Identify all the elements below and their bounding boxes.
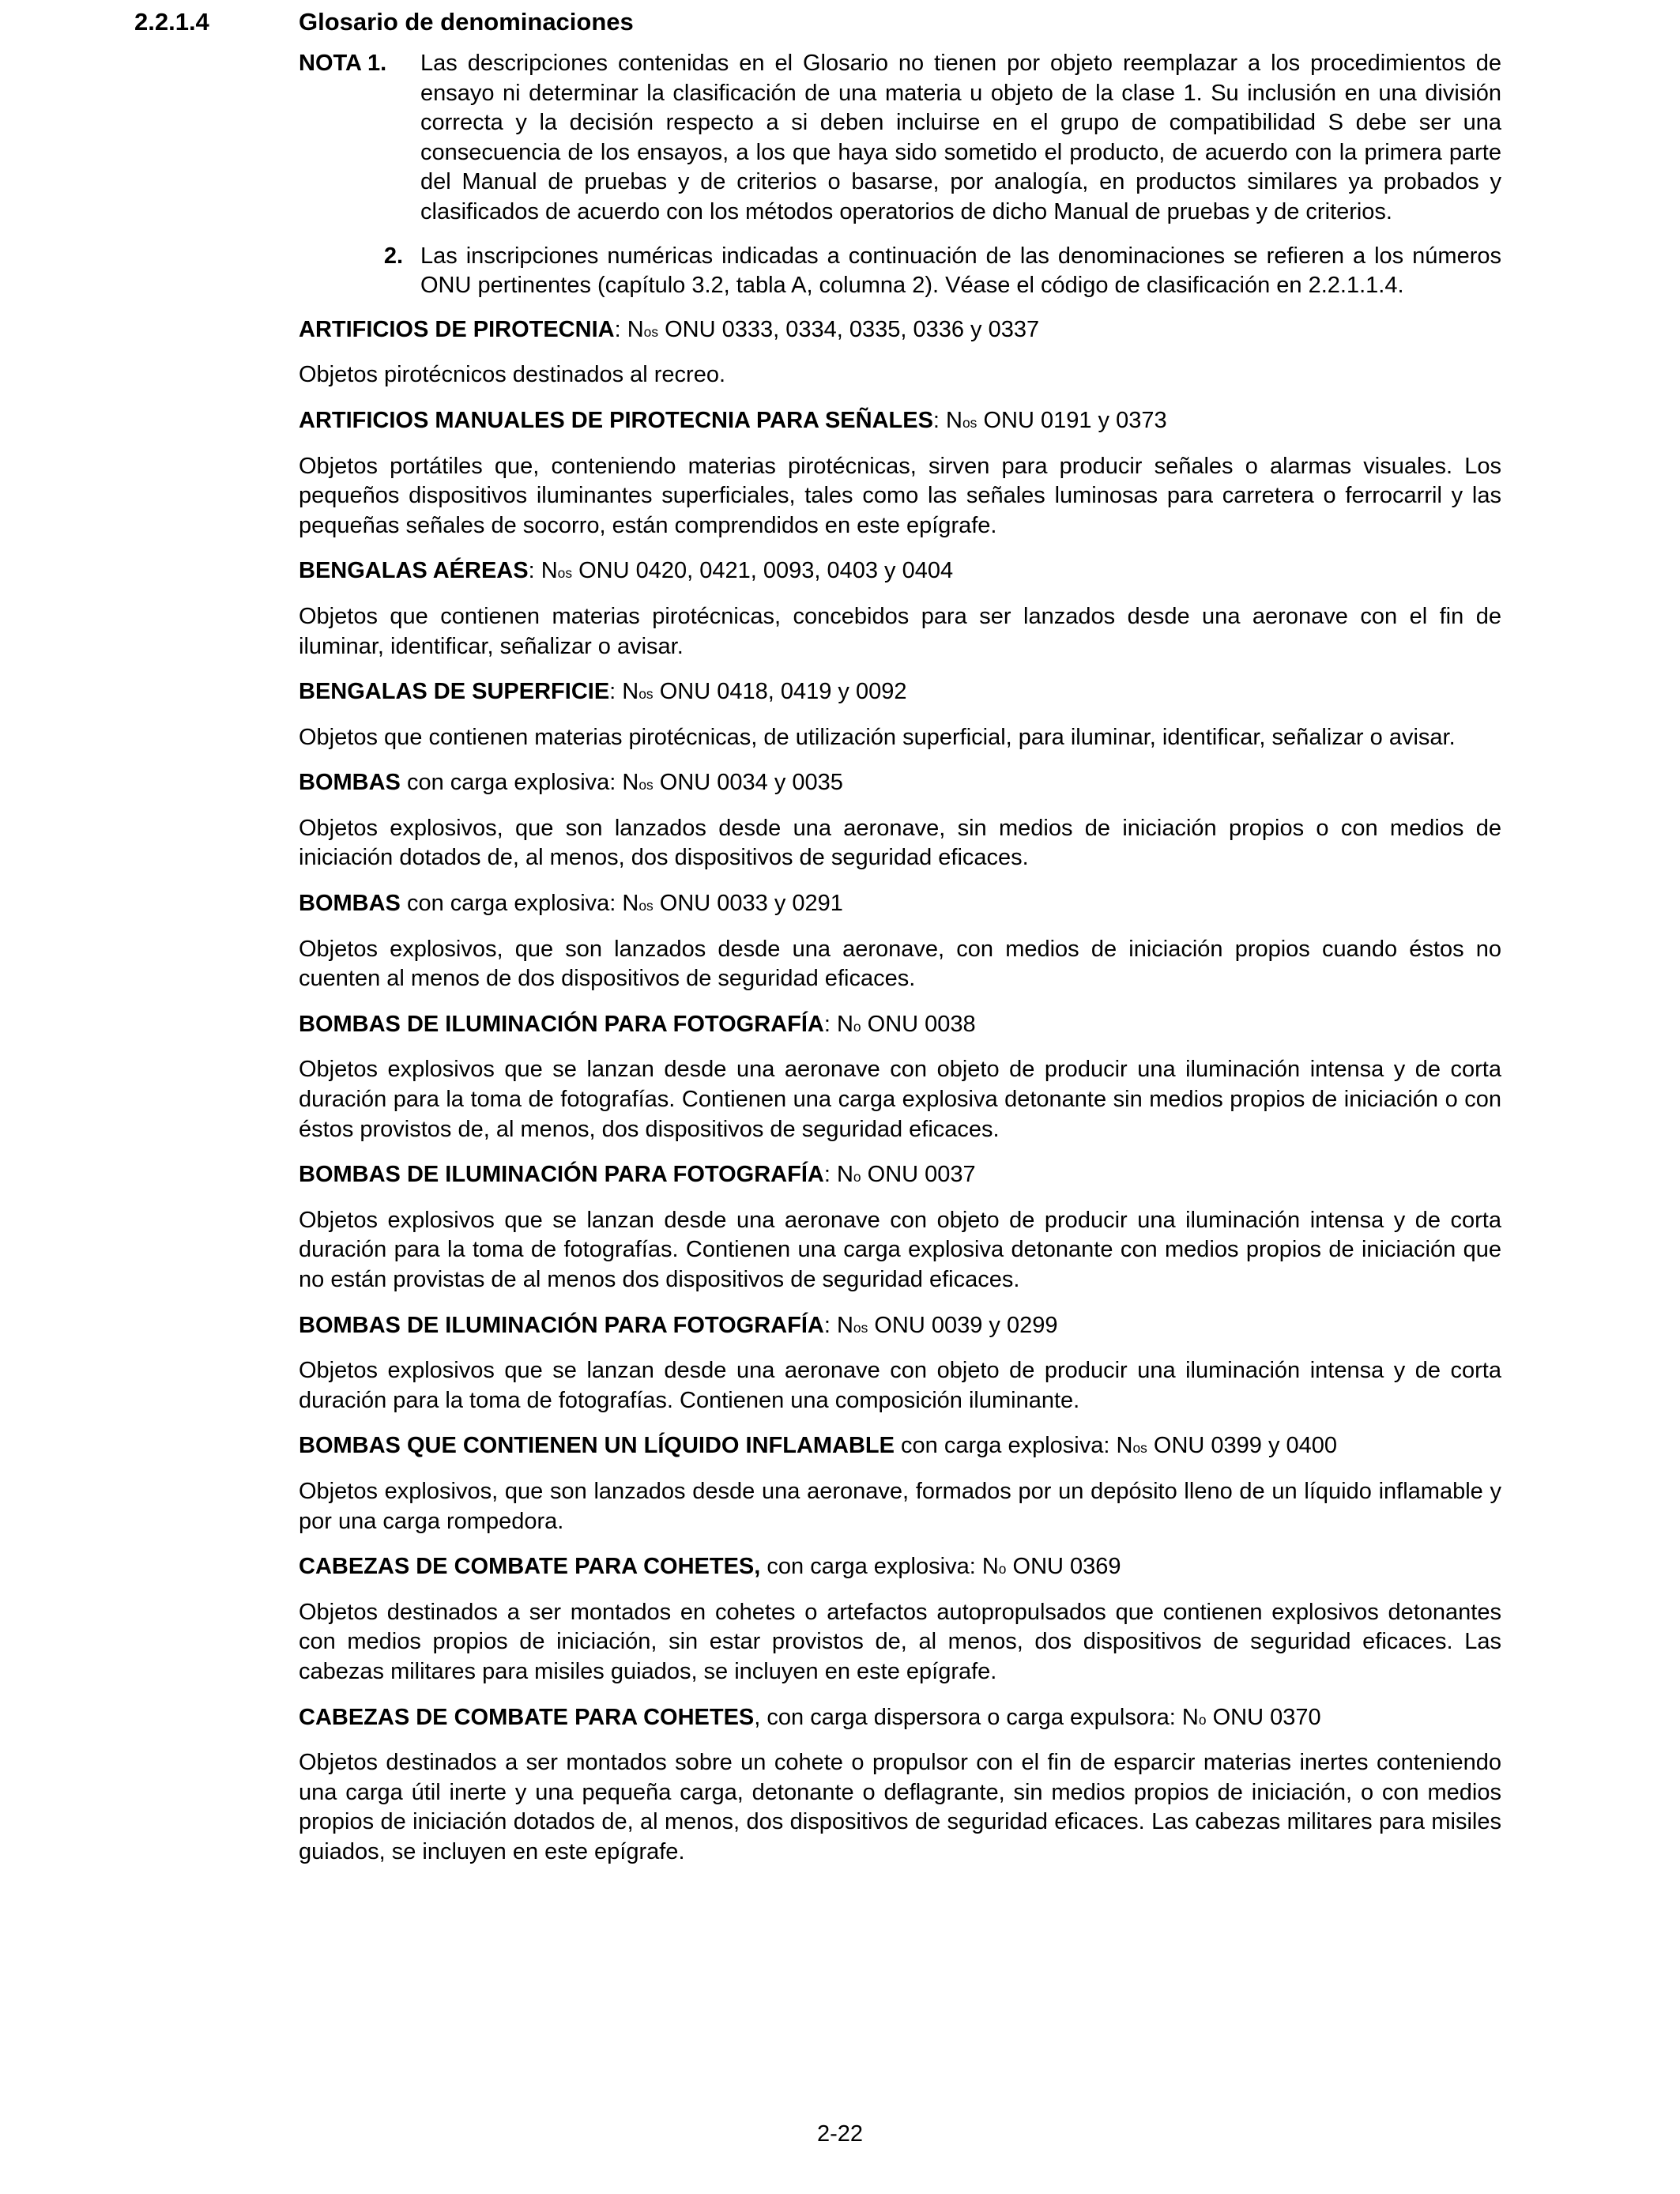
un-number-prefix: N: [622, 891, 639, 917]
un-numbers: ONU 0037: [867, 1162, 976, 1188]
un-space: [1006, 1554, 1012, 1579]
entry-description: Objetos portátiles que, conteniendo materias pirotécnicas, sirven para producir señales o alarmas visuales. Los pequeños dispositivos iluminantes superficiales, tales como las señales luminosas para carretera o ferrocarril y las pequeñas señales de socorro, están comprendidos en este epígrafe.: [299, 453, 1501, 538]
entry-qualifier: con carga explosiva: [895, 1433, 1104, 1459]
un-number-prefix: N: [622, 679, 639, 705]
un-numbers: ONU 0039 y 0299: [874, 1312, 1058, 1338]
entry-colon: :: [614, 316, 627, 342]
un-number-superscript: os: [638, 777, 654, 794]
un-numbers: ONU 0399 y 0400: [1153, 1433, 1338, 1459]
entry-title: ARTIFICIOS DE PIROTECNIA: [299, 316, 615, 342]
entry-colon: :: [823, 1162, 837, 1188]
un-space: [1147, 1433, 1154, 1458]
un-number-prefix: N: [622, 770, 639, 796]
entry-description: Objetos explosivos que se lanzan desde una aeronave con objeto de producir una iluminación intensa y de corta duración para la toma de fotografías. Contienen una composición iluminante.: [299, 1358, 1501, 1413]
un-number-prefix: N: [836, 1312, 853, 1338]
note-1: [299, 49, 1501, 228]
entry-qualifier: con carga explosiva: [400, 770, 610, 796]
section-number: 2.2.1.4: [134, 8, 209, 36]
entry-description: Objetos explosivos, que son lanzados desde una aeronave, con medios de iniciación propios cuando éstos no cuenten al menos de dos dispositivos de seguridad eficaces.: [299, 936, 1501, 992]
un-space: [1207, 1705, 1213, 1730]
un-number-superscript: o: [1198, 1711, 1207, 1728]
un-number-superscript: os: [643, 323, 659, 340]
un-number-superscript: os: [557, 565, 573, 582]
entry-title: BOMBAS: [299, 770, 401, 796]
entry-title: BOMBAS DE ILUMINACIÓN PARA FOTOGRAFÍA: [299, 1312, 824, 1338]
entry-colon: :: [528, 558, 541, 584]
entry-description: Objetos explosivos que se lanzan desde una aeronave con objeto de producir una iluminación intensa y de corta duración para la toma de fotografías. Contienen una carga explosiva detonante con medios propios de iniciación que no están provistas de al menos dos dispositivos de seguridad eficaces.: [299, 1207, 1501, 1292]
note-text: Las inscripciones numéricas indicadas a continuación de las denominaciones se refieren a los números ONU pertinentes (capítulo 3.2, tabla A, columna 2). Véase el código de clasificación en 2.2.1.1.4.: [420, 243, 1501, 299]
entry-heading: [299, 1311, 1501, 1341]
un-number-superscript: os: [638, 898, 654, 914]
un-space: [861, 1162, 868, 1187]
entry-description: Objetos destinados a ser montados en cohetes o artefactos autopropulsados que contienen explosivos detonantes con medios propios de iniciación, sin estar provistos de, al menos, dos dispositivos de seguridad eficaces. Las cabezas militares para misiles guiados, se incluyen en este epígrafe.: [299, 1599, 1501, 1684]
entry-description: Objetos pirotécnicos destinados al recreo.: [299, 362, 726, 388]
entry-qualifier: con carga explosiva: [760, 1554, 970, 1580]
un-space: [861, 1012, 868, 1037]
un-number-prefix: N: [1181, 1704, 1199, 1730]
entry-colon: :: [969, 1554, 982, 1580]
entry-heading: [299, 406, 1501, 436]
entry-colon: :: [823, 1011, 837, 1037]
un-number-superscript: o: [998, 1561, 1007, 1578]
entry-heading: [299, 1703, 1501, 1733]
un-space: [654, 891, 660, 916]
entry-title: BENGALAS AÉREAS: [299, 558, 529, 584]
entry-description: Objetos explosivos, que son lanzados desde una aeronave, formados por un depósito lleno de un líquido inflamable y por una carga rompedora.: [299, 1478, 1501, 1534]
un-number-superscript: os: [1132, 1440, 1147, 1457]
entry-colon: :: [932, 407, 947, 433]
entry-heading: [299, 315, 1501, 345]
entry-colon: :: [609, 679, 623, 705]
entry-colon: :: [1103, 1433, 1117, 1459]
un-numbers: ONU 0038: [867, 1011, 976, 1037]
entry-title: CABEZAS DE COMBATE PARA COHETES: [299, 1704, 755, 1730]
un-numbers: ONU 0418, 0419 y 0092: [659, 679, 907, 705]
entry-description: Objetos explosivos que se lanzan desde una aeronave con objeto de producir una iluminación intensa y de corta duración para la toma de fotografías. Contienen una carga explosiva detonante sin medios propios de iniciación o con éstos provistos de, al menos, dos dispositivos de seguridad eficaces.: [299, 1057, 1501, 1142]
entry-description: Objetos destinados a ser montados sobre un cohete o propulsor con el fin de esparcir materias inertes conteniendo una carga útil inerte y una pequeña carga, detonante o deflagrante, sin medios propios de iniciación, o con medios propios de iniciación dotados de, al menos, dos dispositivos de seguridad eficaces. Las cabezas militares para misiles guiados, se incluyen en este epígrafe.: [299, 1750, 1501, 1864]
un-numbers: ONU 0420, 0421, 0093, 0403 y 0404: [578, 558, 954, 584]
section-title: Glosario de denominaciones: [299, 8, 634, 36]
un-number-prefix: N: [1116, 1433, 1133, 1459]
note-text: Las descripciones contenidas en el Glosario no tienen por objeto reemplazar a los procedimientos de ensayo ni determinar la clasificación de una materia u objeto de la clase 1. Su inclusión en una división correcta y la decisión respecto a si deben incluirse en el grupo de compatibilidad S debe ser una consecuencia de los ensayos, a los que haya sido sometido el producto, de acuerdo con la primera parte del Manual de pruebas y de criterios o basarse, por analogía, en productos similares ya probados y clasificados de acuerdo con los métodos operatorios de dicho Manual de pruebas y de criterios.: [420, 51, 1501, 224]
un-number-superscript: os: [853, 1319, 868, 1336]
note-2: [299, 242, 1501, 301]
un-number-prefix: N: [981, 1554, 999, 1580]
entry-title: BOMBAS: [299, 891, 401, 917]
page-number: 2-22: [816, 2121, 864, 2147]
un-numbers: ONU 0333, 0334, 0335, 0336 y 0337: [665, 316, 1040, 342]
entry-title: BOMBAS DE ILUMINACIÓN PARA FOTOGRAFÍA: [299, 1162, 824, 1188]
entry-heading: [299, 1431, 1501, 1461]
entry-qualifier: , con carga dispersora o carga expulsora: [754, 1704, 1170, 1730]
un-number-superscript: os: [638, 686, 654, 703]
un-number-prefix: N: [836, 1011, 853, 1037]
entry-heading: [299, 556, 1501, 586]
entry-heading: [299, 677, 1501, 707]
un-number-prefix: N: [627, 316, 644, 342]
entry-title: BOMBAS QUE CONTIENEN UN LÍQUIDO INFLAMABLE: [299, 1433, 895, 1459]
entry-heading: [299, 1160, 1501, 1190]
un-numbers: ONU 0369: [1012, 1554, 1121, 1580]
un-numbers: ONU 0034 y 0035: [659, 770, 843, 796]
section-heading: [134, 6, 1517, 38]
entry-colon: :: [609, 891, 623, 917]
entry-description: Objetos explosivos, que son lanzados desde una aeronave, sin medios de iniciación propios o con medios de iniciación dotados de, al menos, dos dispositivos de seguridad eficaces.: [299, 815, 1501, 871]
entry-description: Objetos que contienen materias pirotécnicas, de utilización superficial, para iluminar, identificar, señalizar o avisar.: [299, 724, 1456, 750]
entry-description: Objetos que contienen materias pirotécnicas, concebidos para ser lanzados desde una aeronave con el fin de iluminar, identificar, señalizar o avisar.: [299, 603, 1501, 659]
un-space: [654, 770, 660, 795]
un-numbers: ONU 0033 y 0291: [659, 891, 843, 917]
glossary-entries: [299, 315, 1501, 1868]
glossary-content: [299, 49, 1501, 1883]
un-space: [654, 679, 660, 704]
entry-colon: :: [823, 1312, 837, 1338]
note-label: NOTA 1.: [299, 51, 387, 76]
un-number-superscript: o: [853, 1169, 861, 1186]
entry-heading: [299, 889, 1501, 919]
entry-qualifier: con carga explosiva: [400, 891, 610, 917]
un-number-prefix: N: [541, 558, 558, 584]
un-space: [572, 558, 578, 583]
entry-title: CABEZAS DE COMBATE PARA COHETES,: [299, 1554, 761, 1580]
un-number-superscript: o: [853, 1018, 861, 1035]
un-numbers: ONU 0191 y 0373: [983, 407, 1167, 433]
entry-colon: :: [609, 770, 623, 796]
un-number-superscript: os: [962, 414, 977, 431]
entry-heading: [299, 1010, 1501, 1040]
entry-title: BOMBAS DE ILUMINACIÓN PARA FOTOGRAFÍA: [299, 1011, 824, 1037]
entry-title: ARTIFICIOS MANUALES DE PIROTECNIA PARA SEÑALES: [299, 407, 933, 433]
entry-colon: :: [1169, 1704, 1182, 1730]
un-number-prefix: N: [946, 407, 962, 433]
entry-title: BENGALAS DE SUPERFICIE: [299, 679, 610, 705]
note-label: 2.: [383, 243, 403, 269]
un-number-prefix: N: [836, 1162, 853, 1188]
entry-heading: [299, 1552, 1501, 1582]
entry-heading: [299, 768, 1501, 798]
un-space: [658, 317, 665, 342]
un-numbers: ONU 0370: [1212, 1704, 1321, 1730]
